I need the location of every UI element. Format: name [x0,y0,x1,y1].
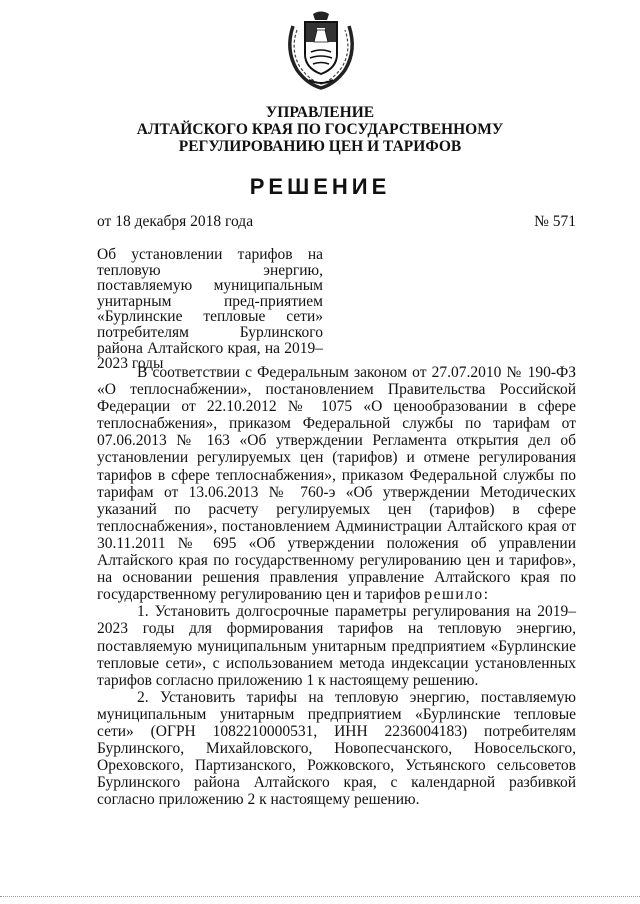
document-body [97,364,576,808]
document-date: от 18 декабря 2018 года [97,213,254,230]
altai-krai-coat-of-arms-emblem [283,8,359,90]
document-number: № 571 [534,213,576,230]
agency-header-line: УПРАВЛЕНИЕ [265,104,375,121]
agency-header-line: АЛТАЙСКОГО КРАЯ ПО ГОСУДАРСТВЕННОМУ [136,121,504,138]
document-subject: Об установлении тарифов на тепловую энергию, поставляемую муниципальным унитарным пред-приятием «Бурлинские тепловые сети» потребителям Бурлинского района Алтайского края, на 2019–2023 годы [97,246,323,373]
body-item-2: 2. Установить тарифы на тепловую энергию, поставляемую муниципальным унитарным предприятием «Бурлинские тепловые сети» (ОГРН 1082210000531, ИНН 2236004183) потребителям Бурлинского, Михайловского, Новопесчанского, Новосельского, Ореховского, Партизанского, Рожковского, Устьянского сельсоветов Бурлинского района Алтайского края, с календарной разбивкой согласно приложению 2 к настоящему решению. [97,688,576,809]
decision-word: решило [424,586,484,604]
page-edge-divider [0,896,640,897]
document-title: РЕШЕНИЕ [249,174,391,199]
agency-header [0,104,640,155]
agency-header-line: РЕГУЛИРОВАНИЮ ЦЕН И ТАРИФОВ [178,138,462,155]
body-preamble [97,364,576,603]
preamble-text: В соответствии с Федеральным законом от 27.07.2010 № 190-ФЗ «О теплоснабжении», постановлением Правительства Российской Федерации от 22.10.2012 № 1075 «О ценообразовании в сфере теплоснабжения», приказом Федеральной службы по тарифам от 07.06.2013 № 163 «Об утверждении Регламента открытия дел об установлении регулируемых цен (тарифов) и отмене регулирования тарифов в сфере теплоснабжения», приказом Федеральной службы по тарифам от 13.06.2013 № 760-э «Об утверждении Методических указаний по расчету регулируемых цен (тарифов) в сфере теплоснабжения», постановлением Администрации Алтайского края от 30.11.2011 № 695 «Об утверждении положения об управлении Алтайского края по государственному регулированию цен и тарифов», на основании решения правления управление Алтайского края по государственному регулированию цен и тарифов [97,364,576,604]
body-item-1: 1. Установить долгосрочные параметры регулирования на 2019–2023 годы для формирования тарифов на тепловую энергию, поставляемую муниципальным унитарным предприятием «Бурлинские тепловые сети», с использованием метода индексации установленных тарифов согласно приложению 1 к настоящему решению. [97,603,576,689]
decision-colon: : [483,586,488,604]
